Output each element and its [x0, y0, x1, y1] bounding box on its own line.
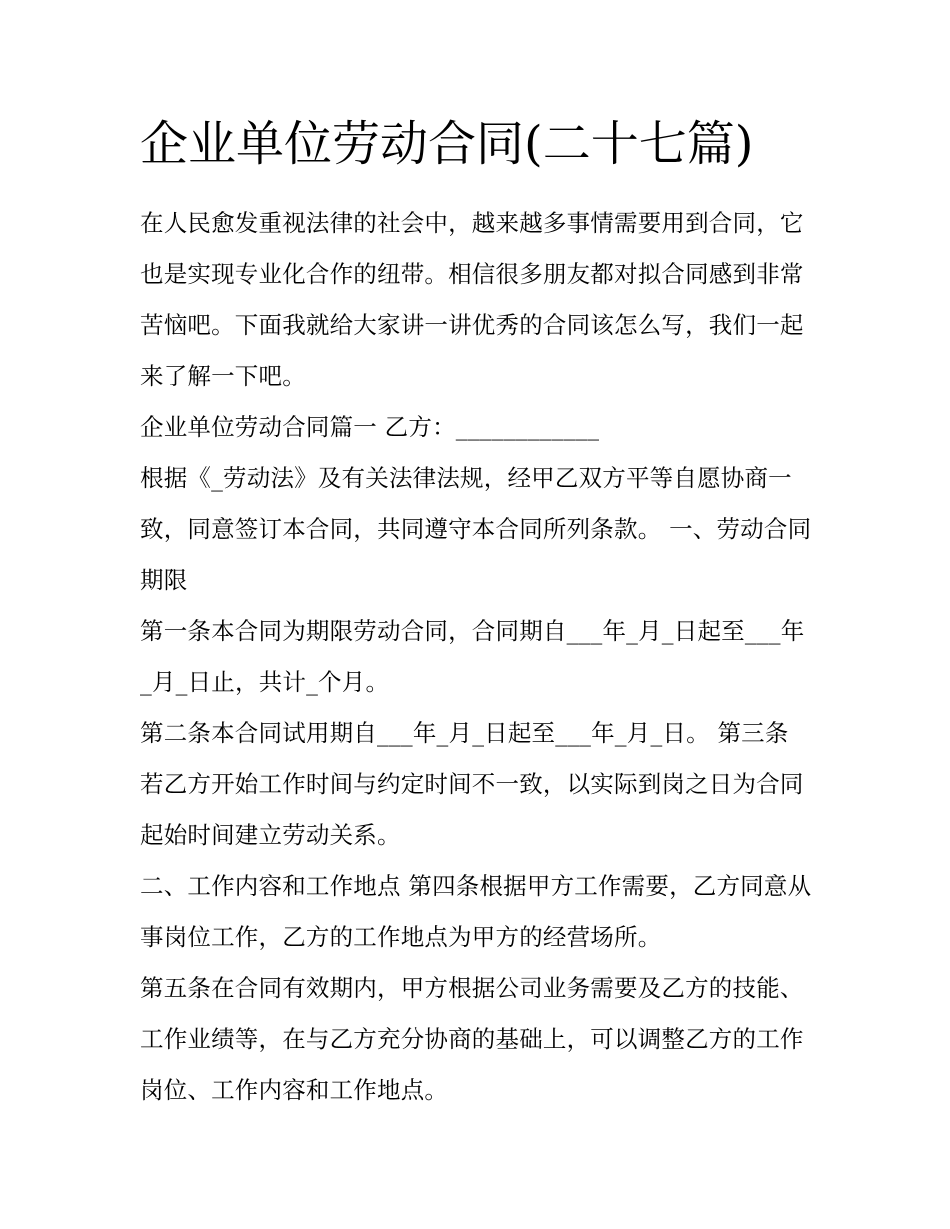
document-body [140, 198, 812, 1116]
paragraph-article-2-3: 第二条本合同试用期自___年_月_日起至___年_月_日。 第三条若乙方开始工作时间与约定时间不一致，以实际到岗之日为合同起始时间建立劳动关系。 [140, 719, 804, 849]
paragraph-intro: 在人民愈发重视法律的社会中，越来越多事情需要用到合同，它也是实现专业化合作的纽带。相信很多朋友都对拟合同感到非常苦恼吧。下面我就给大家讲一讲优秀的合同该怎么写，我们一起来了解一下吧。 [140, 209, 804, 390]
paragraph-article-1: 第一条本合同为期限劳动合同，合同期自___年_月_日起至___年_月_日止，共计_个月。 [140, 617, 805, 696]
paragraph-article-5: 第五条在合同有效期内，甲方根据公司业务需要及乙方的技能、工作业绩等，在与乙方充分协商的基础上，可以调整乙方的工作岗位、工作内容和工作地点。 [140, 974, 804, 1104]
paragraph-preamble: 根据《_劳动法》及有关法律法规，经甲乙双方平等自愿协商一致，同意签订本合同，共同遵守本合同所列条款。 一、劳动合同期限 [140, 464, 812, 594]
paragraph-article-4: 二、工作内容和工作地点 第四条根据甲方工作需要，乙方同意从事岗位工作，乙方的工作地点为甲方的经营场所。 [140, 872, 812, 951]
paragraph-contract-heading: 企业单位劳动合同篇一 乙方：____________ [140, 413, 600, 441]
document-title: 企业单位劳动合同(二十七篇) [140, 116, 754, 172]
